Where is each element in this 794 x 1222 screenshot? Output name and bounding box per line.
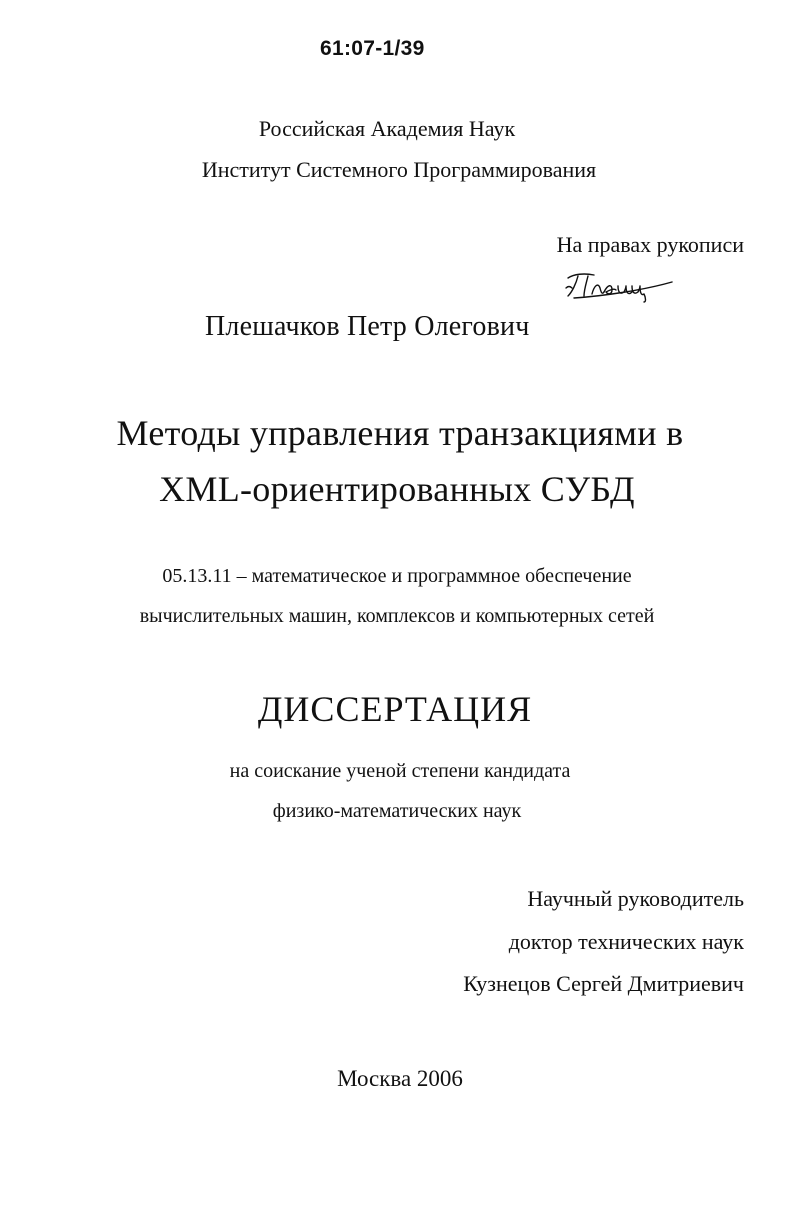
advisor-degree: доктор технических наук bbox=[508, 929, 744, 954]
signature-icon bbox=[564, 268, 676, 304]
city-year: Москва 2006 bbox=[337, 1066, 463, 1091]
degree-line-1: на соискание ученой степени кандидата bbox=[229, 760, 571, 782]
advisor-role: Научный руководитель bbox=[527, 886, 744, 911]
specialty-line-2: вычислительных машин, комплексов и компьютерных сетей bbox=[139, 605, 655, 627]
academy-name: Российская Академия Наук bbox=[258, 116, 516, 141]
catalog-code: 61:07-1/39 bbox=[320, 37, 425, 60]
advisor-name: Кузнецов Сергей Дмитриевич bbox=[463, 971, 744, 996]
specialty-line-1: 05.13.11 – математическое и программное обеспечение bbox=[162, 565, 632, 587]
thesis-title-line-1: Методы управления транзакциями в bbox=[116, 413, 684, 453]
thesis-title-line-2: XML-ориентированных СУБД bbox=[159, 469, 635, 509]
institute-name: Институт Системного Программирования bbox=[201, 157, 597, 182]
manuscript-note: На правах рукописи bbox=[556, 232, 744, 257]
document-type: ДИССЕРТАЦИЯ bbox=[257, 689, 533, 729]
author-name: Плешачков Петр Олегович bbox=[205, 311, 530, 342]
degree-line-2: физико-математических наук bbox=[272, 800, 522, 822]
